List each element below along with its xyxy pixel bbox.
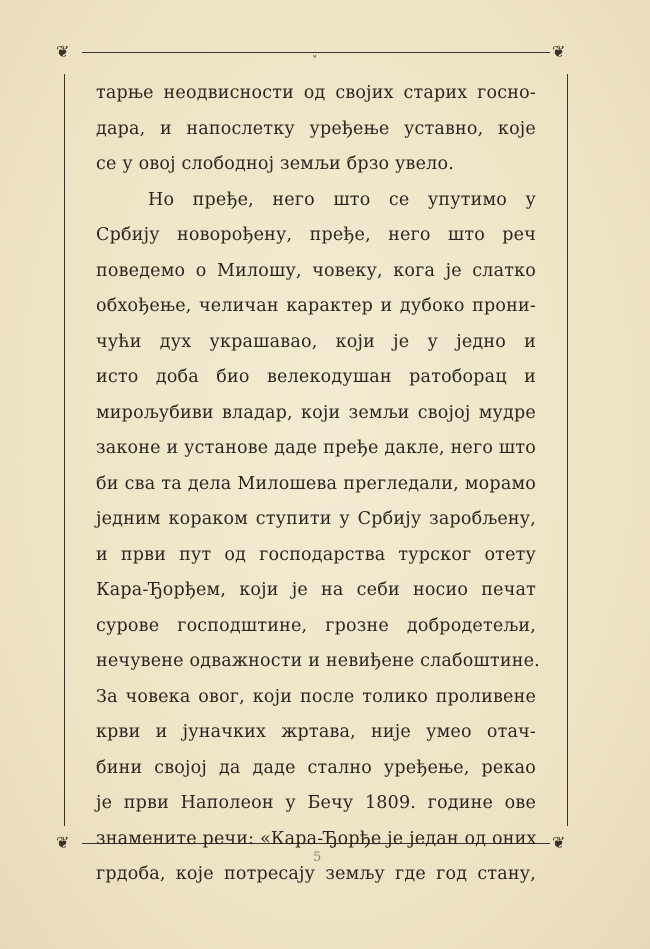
text-line: чући дух украшавао, који је у једно и [96,331,536,352]
frame-right-rule [567,74,568,826]
text-line: исто доба био велекодушан ратоборац и [96,367,536,387]
text-line: тарње неодвисности од својих старих госно- [96,83,536,103]
text-line: грдоба, које потресају земљу где год стану, [96,864,536,884]
text-line: сурове господштине, грозне добродетељи, [96,615,536,636]
text-line: знамените речи: «Кара-Ђорђе је један од оних [96,828,537,849]
text-line: нечувене одважности и невиђене слабоштине. [96,651,540,671]
text-line: Србију новорођену, пређе, него што реч [96,225,536,245]
corner-ornament-icon: ❦ [552,42,566,61]
text-line: Кара-Ђорђем, који је на себи носио печат [96,580,536,600]
corner-ornament-icon: ❦ [56,42,70,61]
text-line: дара, и напослетку уређење уставно, које [96,118,536,139]
text-line: је први Наполеон у Бечу 1809. године ове [96,793,536,813]
text-line: За човека овог, који после толико проливене [96,686,536,707]
corner-ornament-icon: ❦ [56,833,70,852]
text-line: обхођење, челичан карактер и дубоко прони- [96,296,536,316]
text-line: законе и установе даде пређе дакле, него што [96,438,536,458]
top-middle-ornament-icon: ˅ [312,54,318,67]
frame-left-rule [64,74,65,826]
text-line: једним кораком ступити у Србију заробљену, [96,509,536,529]
corner-ornament-icon: ❦ [552,833,566,852]
frame-top-rule [82,52,550,53]
text-line: бини својој да даде стално уређење, рекао [96,757,536,778]
text-line: би сва та дела Милошева прегледали, морамо [96,473,536,494]
text-line: се у овој слободној земљи брзо увело. [96,154,454,174]
paragraph-first-line: Но пређе, него што се упутимо у [148,189,536,210]
text-line: крви и јуначких жртава, није умео отач- [96,722,536,742]
body-text [96,76,540,893]
text-line: мирољубиви владар, који земљи својој мудре [96,402,536,423]
text-line: поведемо о Милошу, човеку, кога је слатко [96,260,536,281]
page-number: 5 [313,850,322,865]
text-line: и први пут од господарства турског отету [96,544,536,565]
